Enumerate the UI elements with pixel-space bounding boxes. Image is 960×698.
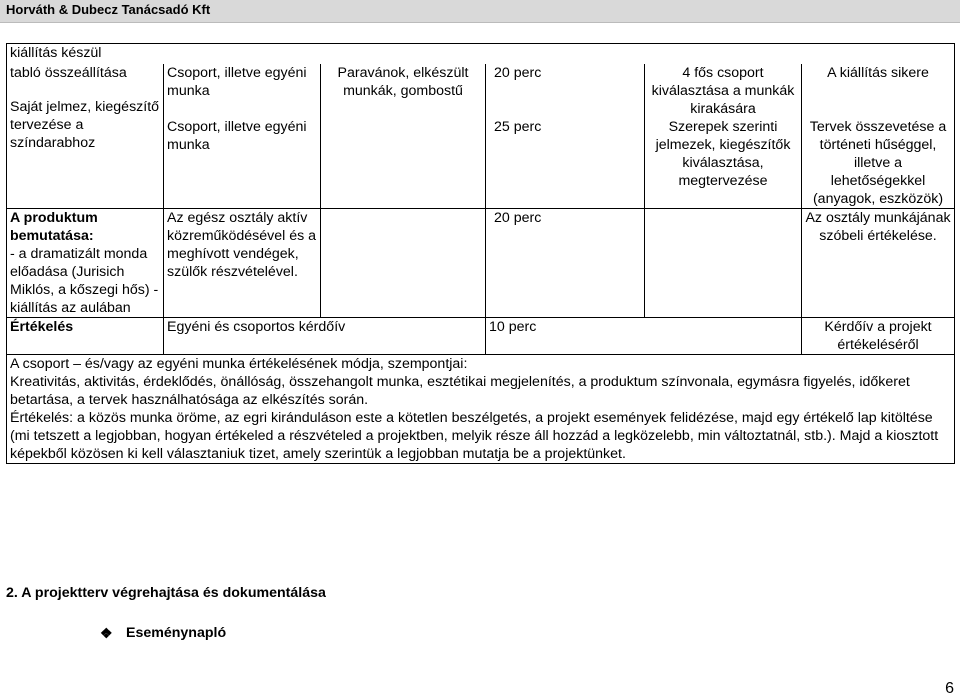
page-number: 6 xyxy=(945,680,954,697)
cell-text: Saját jelmez, kiegészítő tervezése a színdarabhoz xyxy=(10,98,160,151)
cell-text: Az osztály munkájának szóbeli értékelése. xyxy=(805,209,951,244)
header-title: Horváth & Dubecz Tanácsadó Kft xyxy=(6,2,211,17)
section-heading: 2. A projektterv végrehajtása és dokumentálása xyxy=(6,585,326,601)
table-row xyxy=(7,208,955,317)
table-cell xyxy=(164,64,321,209)
cell-text: A kiállítás sikere xyxy=(827,64,929,81)
event-log-label: Eseménynapló xyxy=(126,625,227,641)
cell-text: Csoport, illetve egyéni munka xyxy=(167,64,307,99)
paragraph: Értékelés: a közös munka öröme, az egri kiránduláson este a kötetlen beszélgetés, a projekt események felidézése, majd egy értékelő lap kitöltése (mi tetszett a legjobban, hogyan értékeled a részvételed a projektben, melyik része áll hozzád a legközelebb, min változtatnál, stb.). Majd a kiosztott képekből közösen ki kell választaniuk tizet, amely szerintük a legjobban mutatja be a projektünket. xyxy=(10,409,939,462)
cell-text: 4 fős csoport kiválasztása a munkák kirakására xyxy=(651,64,795,117)
row-title: kiállítás készül xyxy=(10,45,102,61)
cell-text: Az egész osztály aktív közreműködésével és a meghívott vendégek, szülők részvételével. xyxy=(167,209,317,280)
cell-text: 20 perc xyxy=(494,64,542,81)
cell-text: - a dramatizált monda előadása (Jurisich Miklós, a kőszegi hős) - kiállítás az aulában xyxy=(10,245,159,316)
cell-text: Egyéni és csoportos kérdőív xyxy=(167,318,346,335)
table-cell xyxy=(486,208,645,317)
table-cell xyxy=(164,208,321,317)
table-row xyxy=(7,317,955,354)
table-cell xyxy=(645,208,802,317)
table-cell xyxy=(486,64,645,209)
cell-text: 10 perc xyxy=(489,318,537,335)
cell-text: Csoport, illetve egyéni munka xyxy=(167,118,307,153)
table-cell xyxy=(486,317,802,354)
table-row xyxy=(7,44,955,64)
cell-text: Szerepek szerinti jelmezek, kiegészítők kiválasztása, megtervezése xyxy=(655,118,791,189)
cell-text: 25 perc xyxy=(494,118,542,135)
table-cell xyxy=(7,44,955,64)
table-cell xyxy=(802,208,955,317)
table-cell xyxy=(321,64,486,209)
table-cell xyxy=(7,208,164,317)
table-cell xyxy=(7,354,955,463)
project-plan-table xyxy=(6,43,955,464)
cell-text: tabló összeállítása xyxy=(10,64,127,81)
table-cell xyxy=(7,64,164,209)
table-cell xyxy=(321,208,486,317)
cell-text: Értékelés xyxy=(10,318,74,335)
table-cell xyxy=(645,64,802,209)
table-cell xyxy=(802,317,955,354)
cell-text-bold: A produktum bemutatása: xyxy=(10,209,98,244)
diamond-bullet-icon: ❖ xyxy=(100,625,113,641)
table-cell xyxy=(802,64,955,209)
cell-text: Kérdőív a projekt értékeléséről xyxy=(824,318,932,353)
table-row xyxy=(7,354,955,463)
paragraph: A csoport – és/vagy az egyéni munka értékelésének módja, szempontjai: xyxy=(10,355,468,372)
cell-text: Tervek összevetése a történeti hűséggel, illetve a lehetőségekkel (anyagok, eszközök) xyxy=(809,118,947,207)
cell-text: 20 perc xyxy=(494,209,542,226)
table-row xyxy=(7,64,955,209)
paragraph: Kreativitás, aktivitás, érdeklődés, önállóság, összehangolt munka, esztétikai megjelenítés, a produktum színvonala, egymásra figyelés, időkeret betartása, a tervek használhatósága az elkészítés során. xyxy=(10,373,910,408)
cell-text: Paravánok, elkészült munkák, gombostű xyxy=(337,64,469,99)
document-header xyxy=(0,0,960,23)
table-cell xyxy=(7,317,164,354)
table-cell xyxy=(164,317,486,354)
